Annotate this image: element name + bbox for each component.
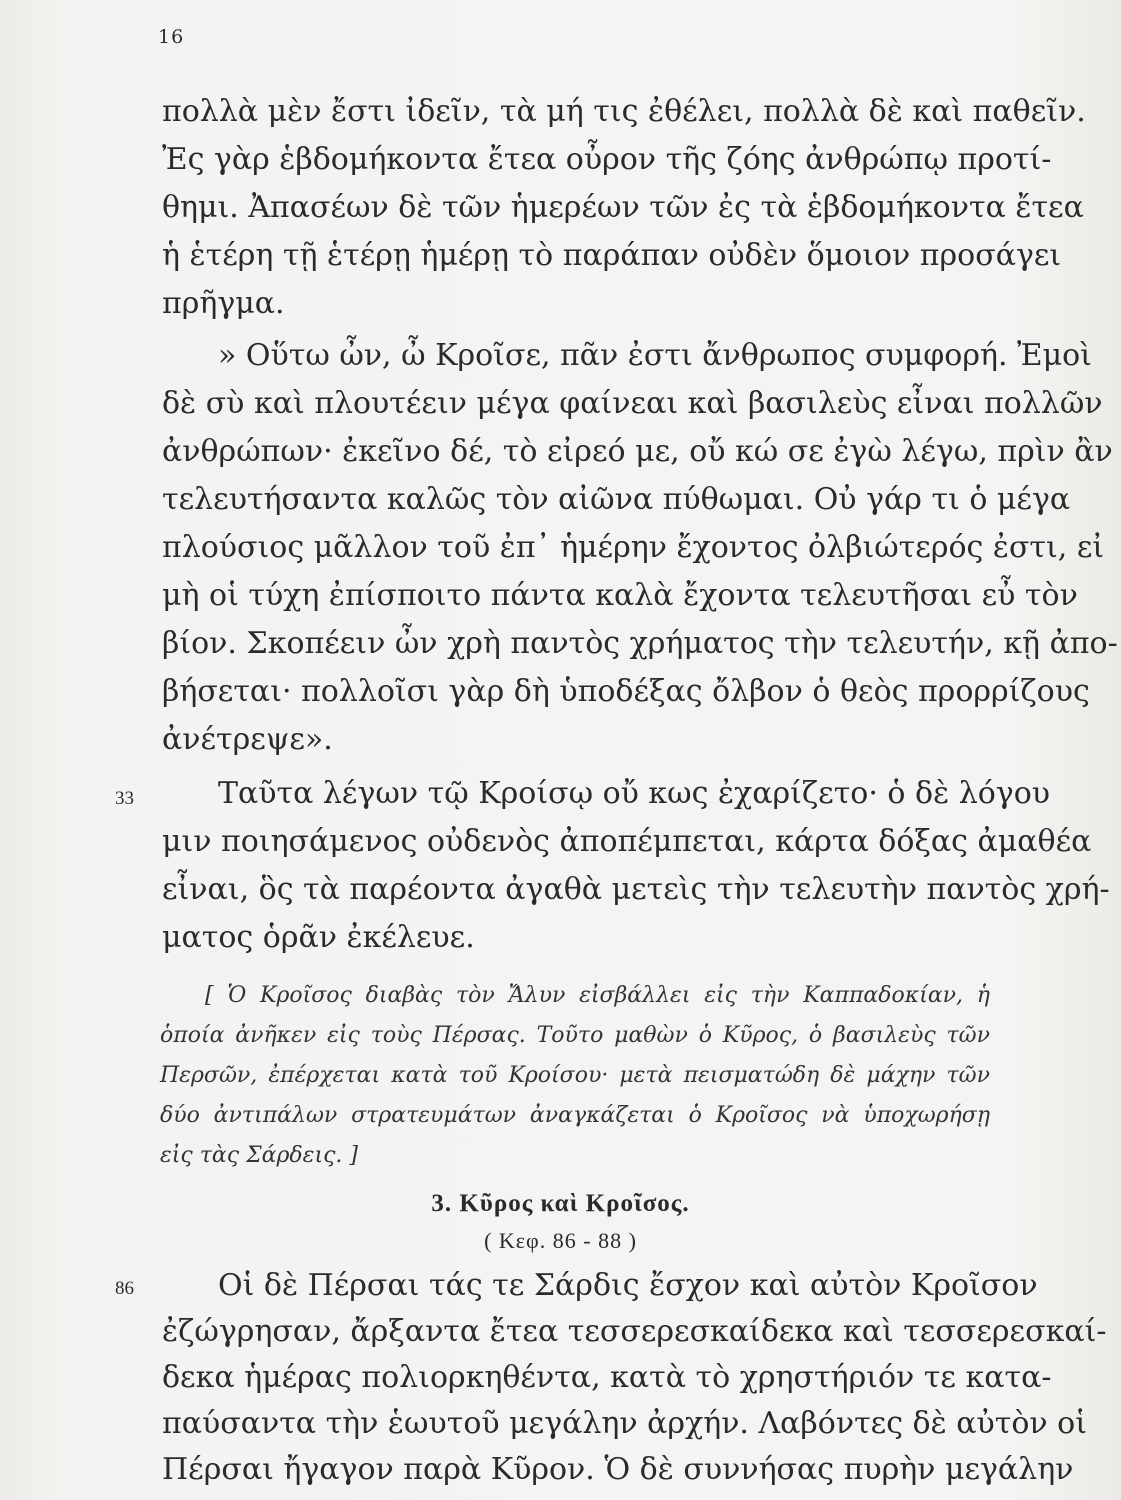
editorial-note-line: Περσῶν, ἐπέρχεται κατὰ τοῦ Κροίσου· μετὰ πεισματώδη δὲ μάχην τῶν: [160, 1063, 990, 1088]
text-line: παύσαντα τὴν ἑωυτοῦ μεγάλην ἀρχήν. Λαβόντες δὲ αὐτὸν οἱ: [162, 1406, 1087, 1441]
text-line: ματος ὁρᾶν ἐκέλευε.: [162, 920, 475, 955]
text-line: » Οὕτω ὦν, ὦ Κροῖσε, πᾶν ἐστι ἄνθρωπος συμφορή. Ἐμοὶ: [218, 338, 1092, 373]
text-line: Οἱ δὲ Πέρσαι τάς τε Σάρδις ἔσχον καὶ αὐτὸν Κροῖσον: [218, 1268, 1038, 1303]
editorial-note-line: [ Ὁ Κροῖσος διαβὰς τὸν Ἄλυν εἰσβάλλει εἰς τὴν Καππαδοκίαν, ἡ: [205, 983, 990, 1008]
text-line: ἀνέτρεψε».: [162, 722, 333, 757]
text-line: ἀνθρώπων· ἐκεῖνο δέ, τὸ εἰρεό με, οὔ κώ σε ἐγὼ λέγω, πρὶν ἂν: [162, 434, 1113, 469]
editorial-note-line: δύο ἀντιπάλων στρατευμάτων ἀναγκάζεται ὁ Κροῖσος νὰ ὑποχωρήσῃ: [160, 1103, 990, 1128]
text-line: δὲ σὺ καὶ πλουτέειν μέγα φαίνεαι καὶ βασιλεὺς εἶναι πολλῶν: [162, 386, 1103, 421]
text-line: πρῆγμα.: [162, 286, 285, 321]
section-heading: 3. Κῦρος καὶ Κροῖσος.: [431, 1190, 690, 1217]
text-line: εἶναι, ὃς τὰ παρέοντα ἀγαθὰ μετεὶς τὴν τελευτὴν παντὸς χρή-: [162, 872, 1110, 907]
text-line: πολλὰ μὲν ἔστι ἰδεῖν, τὰ μή τις ἐθέλει, πολλὰ δὲ καὶ παθεῖν.: [162, 94, 1086, 129]
text-line: θημι. Ἀπασέων δὲ τῶν ἡμερέων τῶν ἐς τὰ ἑβδομήκοντα ἔτεα: [162, 190, 1084, 225]
text-line: μὴ οἱ τύχη ἐπίσποιτο πάντα καλὰ ἔχοντα τελευτῆσαι εὖ τὸν: [162, 578, 1078, 613]
text-line: ἐζώγρησαν, ἄρξαντα ἔτεα τεσσερεσκαίδεκα καὶ τεσσερεσκαί-: [162, 1314, 1107, 1349]
text-line: μιν ποιησάμενος οὐδενὸς ἀποπέμπεται, κάρτα δόξας ἀμαθέα: [162, 824, 1092, 859]
chapter-marker: 86: [115, 1278, 134, 1299]
text-line: Ἐς γὰρ ἑβδομήκοντα ἔτεα οὖρον τῆς ζόης ἀνθρώπῳ προτί-: [162, 142, 1052, 177]
text-line: Πέρσαι ἤγαγον παρὰ Κῦρον. Ὁ δὲ συννήσας πυρὴν μεγάλην: [162, 1452, 1074, 1487]
editorial-note-line: ὁποία ἀνῆκεν εἰς τοὺς Πέρσας. Τοῦτο μαθὼν ὁ Κῦρος, ὁ βασιλεὺς τῶν: [160, 1023, 990, 1048]
text-line: πλούσιος μᾶλλον τοῦ ἐπ᾽ ἡμέρην ἔχοντος ὀλβιώτερός ἐστι, εἰ: [162, 530, 1105, 565]
page-number: 16: [158, 26, 185, 48]
chapter-range: ( Κεφ. 86 - 88 ): [484, 1228, 637, 1253]
text-line: δεκα ἡμέρας πολιορκηθέντα, κατὰ τὸ χρηστήριόν τε κατα-: [162, 1360, 1052, 1395]
text-line: Ταῦτα λέγων τῷ Κροίσῳ οὔ κως ἐχαρίζετο· ὁ δὲ λόγου: [218, 776, 1051, 811]
text-line: τελευτήσαντα καλῶς τὸν αἰῶνα πύθωμαι. Οὐ γάρ τι ὁ μέγα: [162, 482, 1071, 517]
editorial-note-line: εἰς τὰς Σάρδεις. ]: [160, 1143, 358, 1168]
text-line: βίον. Σκοπέειν ὦν χρὴ παντὸς χρήματος τὴν τελευτήν, κῇ ἀπο-: [162, 626, 1118, 661]
text-line: ἡ ἑτέρη τῇ ἑτέρῃ ἡμέρῃ τὸ παράπαν οὐδὲν ὅμοιον προσάγει: [162, 238, 1062, 273]
text-line: βήσεται· πολλοῖσι γὰρ δὴ ὑποδέξας ὄλβον ὁ θεὸς προρρίζους: [162, 674, 1090, 709]
chapter-marker: 33: [115, 788, 134, 809]
